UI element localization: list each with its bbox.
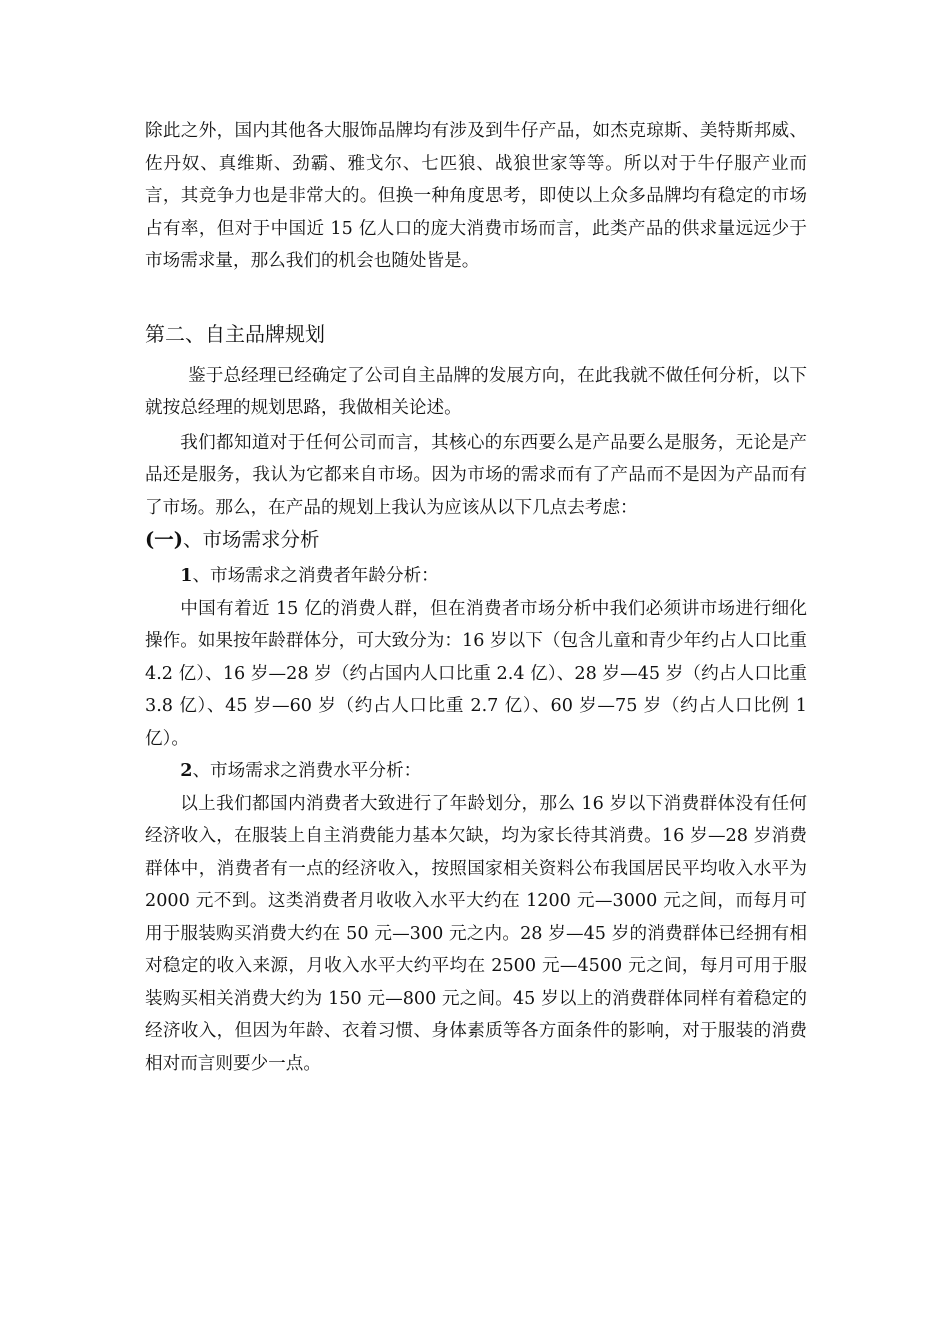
point-number-1: 1 [180,565,193,586]
section-heading: 第二、自主品牌规划 [145,321,325,346]
subsection-heading [145,524,807,556]
spacer [145,278,807,318]
point-heading-1 [145,560,807,593]
section-paragraph-2: 我们都知道对于任何公司而言，其核心的东西要么是产品要么是服务，无论是产品还是服务，我认为它都来自市场。因为市场的需求而有了产品而不是因为产品而有了市场。那么，在产品的规划上我认为应该从以下几点去考虑： [145,432,807,518]
document-body [145,115,807,1080]
section-paragraph-1: 鉴于总经理已经确定了公司自主品牌的发展方向，在此我就不做任何分析，以下就按总经理的规划思路，我做相关论述。 [145,365,807,418]
spacer [145,350,807,360]
subsection-title: 、市场需求分析 [182,528,320,551]
point-paragraph-2: 以上我们都国内消费者大致进行了年龄划分，那么 16 岁以下消费群体没有任何经济收入，在服装上自主消费能力基本欠缺，均为家长待其消费。16 岁—28 岁消费群体中，消费者有一点的经济收入，按照国家相关资料公布我国居民平均收入水平为 2000 元不到。这类消费者月收收入水平大约在 1200 元—3000 元之间，而每月可用于服装购买消费大约在 50 元—300 元之内。28 岁—45 岁的消费群体已经拥有相对稳定的收入来源，月收入水平大约平均在 2500 元—4500 元之间，每月可用于服装购买相关消费大约为 150 元—800 元之间。45 岁以上的消费群体同样有着稳定的经济收入，但因为年龄、衣着习惯、身体素质等各方面条件的影响，对于服装的消费相对而言则要少一点。 [145,793,807,1074]
point-heading-2 [145,755,807,788]
point-title-2: 、市场需求之消费水平分析： [192,761,422,781]
point-title-1: 、市场需求之消费者年龄分析： [192,566,439,586]
subsection-number: (一) [145,528,183,551]
point-paragraph-1: 中国有着近 15 亿的消费人群，但在消费者市场分析中我们必须讲市场进行细化操作。如果按年龄群体分，可大致分为：16 岁以下（包含儿童和青少年约占人口比重 4.2 亿）、16 岁—28 岁（约占国内人口比重 2.4 亿）、28 岁—45 岁（约占人口比重 3.8 亿）、45 岁—60 岁（约占人口比重 2.7 亿）、60 岁—75 岁（约占人口比例 1 亿）。 [145,598,807,749]
intro-paragraph: 除此之外，国内其他各大服饰品牌均有涉及到牛仔产品，如杰克琼斯、美特斯邦威、佐丹奴、真维斯、劲霸、雅戈尔、七匹狼、战狼世家等等。所以对于牛仔服产业而言，其竞争力也是非常大的。但换一种角度思考，即使以上众多品牌均有稳定的市场占有率，但对于中国近 15 亿人口的庞大消费市场而言，此类产品的供求量远远少于市场需求量，那么我们的机会也随处皆是。 [145,121,807,271]
point-number-2: 2 [180,760,193,781]
